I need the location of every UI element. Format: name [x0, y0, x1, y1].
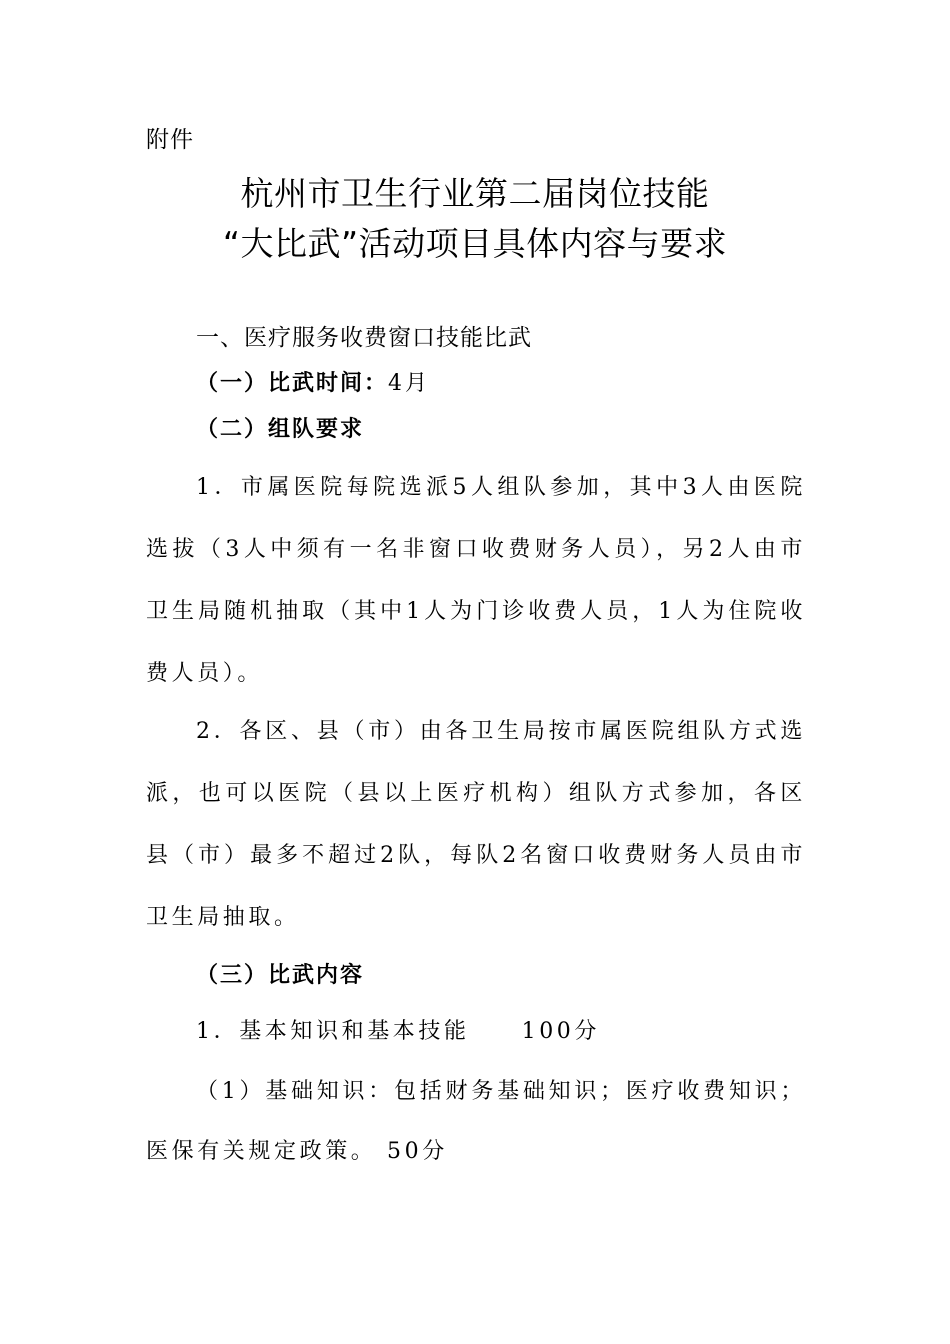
paragraph-line: 卫生局抽取。 [146, 905, 300, 930]
paragraph-line: （1）基础知识：包括财务基础知识；医疗收费知识； [196, 1079, 806, 1104]
content-item-1-score: 100分 [521, 1019, 601, 1044]
paragraph-line: 派，也可以医院（县以上医疗机构）组队方式参加，各区 [146, 781, 806, 806]
subsection-content-heading: （三）比武内容 [196, 963, 365, 988]
time-label: （一）比武时间： [196, 371, 389, 396]
paragraph-line: 卫生局随机抽取（其中1人为门诊收费人员，1人为住院收 [146, 599, 806, 624]
paragraph-line: 2．各区、县（市）由各卫生局按市属医院组队方式选 [196, 719, 806, 744]
paragraph-line: 选拔（3人中须有一名非窗口收费财务人员），另2人由市 [146, 537, 806, 562]
paragraph-line: 县（市）最多不超过2队，每队2名窗口收费财务人员由市 [146, 843, 806, 868]
attachment-label: 附件 [146, 127, 194, 153]
paragraph-line: 费人员）。 [146, 661, 264, 686]
content-item-1 [196, 1016, 806, 1048]
paragraph-line: 1．市属医院每院选派5人组队参加，其中3人由医院 [196, 475, 806, 500]
content-item-1-label: 1．基本知识和基本技能 [196, 1019, 470, 1044]
document-title-line-2: “大比武”活动项目具体内容与要求 [222, 224, 728, 263]
section-heading-1: 一、医疗服务收费窗口技能比武 [196, 325, 532, 351]
subsection-time [196, 368, 430, 400]
document-title-line-1: 杭州市卫生行业第二届岗位技能 [240, 174, 710, 213]
time-value: 4月 [388, 371, 431, 396]
subsection-team-heading: （二）组队要求 [196, 417, 365, 442]
paragraph-line: 医保有关规定政策。 50分 [146, 1139, 448, 1164]
